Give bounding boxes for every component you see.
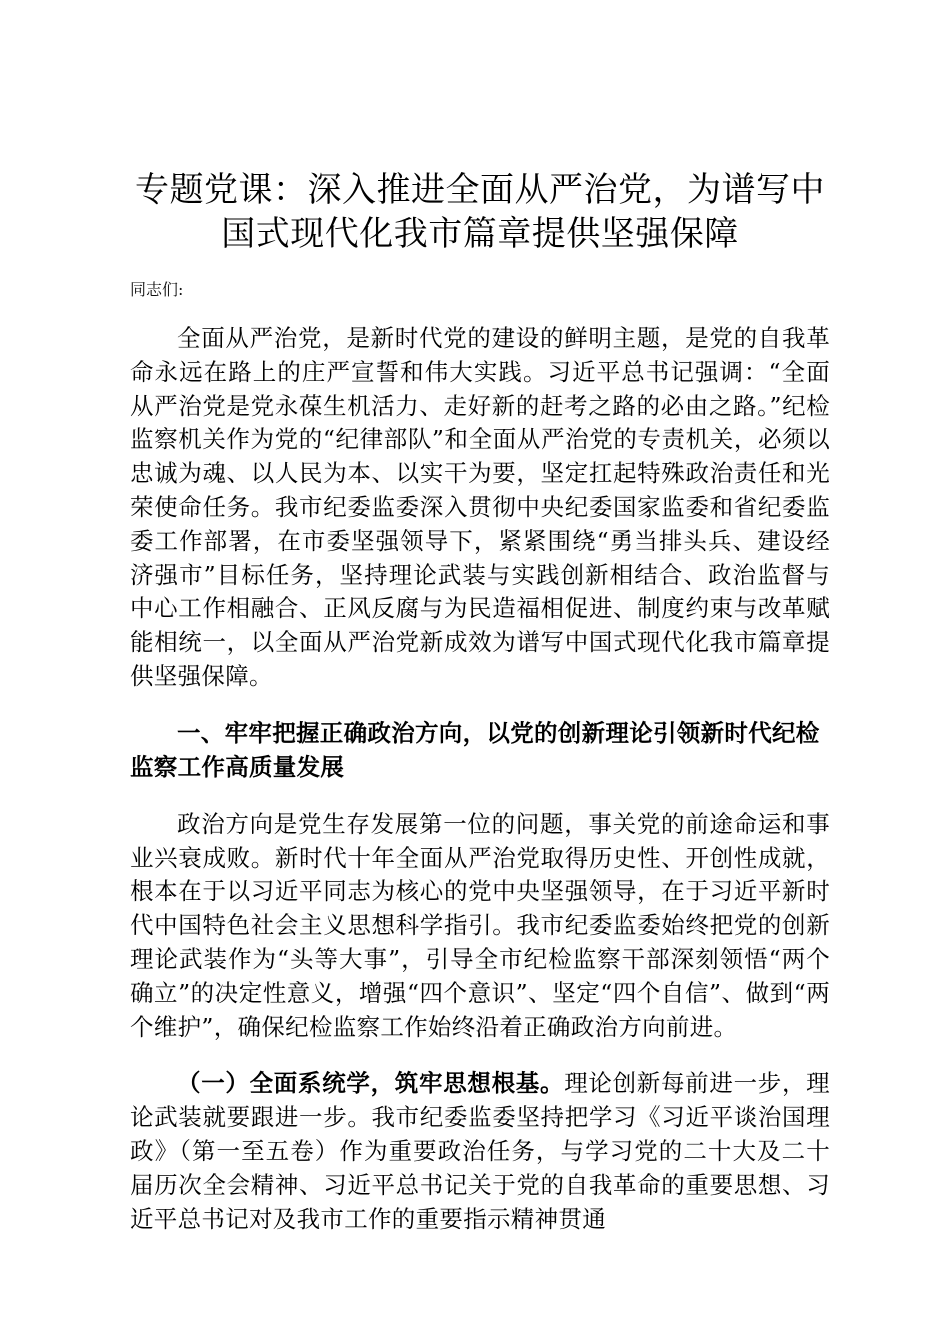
document-title [112,168,848,256]
section-heading-1: 一、牢牢把握正确政治方向，以党的创新理论引领新时代纪检监察工作高质量发展 [130,718,820,781]
subsection-body-1: 理论创新每前进一步，理论武装就要跟进一步。我市纪委监委坚持把学习《习近平谈治国理政》（第一至五卷）作为重要政治任务，与学习党的二十大及二十届历次全会精神、习近平总书记关于党的自我革命的重要思想、习近平总书记对及我市工作的重要指示精神贯通 [130,1069,830,1233]
paragraph-subsection1 [130,1067,830,1236]
subsection-heading-1: （一）全面系统学，筑牢思想根基。 [177,1069,565,1098]
paragraph-section1: 政治方向是党生存发展第一位的问题，事关党的前途命运和事业兴衰成败。新时代十年全面从严治党取得历史性、开创性成就，根本在于以习近平同志为核心的党中央坚强领导，在于习近平新时代中国特色社会主义思想科学指引。我市纪委监委始终把党的创新理论武装作为“头等大事”，引导全市纪检监察干部深刻领悟“两个确立”的决定性意义，增强“四个意识”、坚定“四个自信”、做到“两个维护”，确保纪检监察工作始终沿着正确政治方向前进。 [130,809,830,1041]
paragraph-intro: 全面从严治党，是新时代党的建设的鲜明主题，是党的自我革命永远在路上的庄严宣誓和伟大实践。习近平总书记强调：“全面从严治党是党永葆生机活力、走好新的赶考之路的必由之路。”纪检监察机关作为党的“纪律部队”和全面从严治党的专责机关，必须以忠诚为魂、以人民为本、以实干为要，坚定扛起特殊政治责任和光荣使命任务。我市纪委监委深入贯彻中央纪委国家监委和省纪委监委工作部署，在市委坚强领导下，紧紧围绕“勇当排头兵、建设经济强市”目标任务，坚持理论武装与实践创新相结合、政治监督与中心工作相融合、正风反腐与为民造福相促进、制度约束与改革赋能相统一，以全面从严治党新成效为谱写中国式现代化我市篇章提供坚强保障。 [130,324,830,690]
salutation: 同志们: [130,280,184,299]
title-line-2: 国式现代化我市篇章提供坚强保障 [221,214,739,254]
title-line-1: 专题党课：深入推进全面从严治党，为谱写中 [135,170,825,210]
document-page [130,168,830,1236]
